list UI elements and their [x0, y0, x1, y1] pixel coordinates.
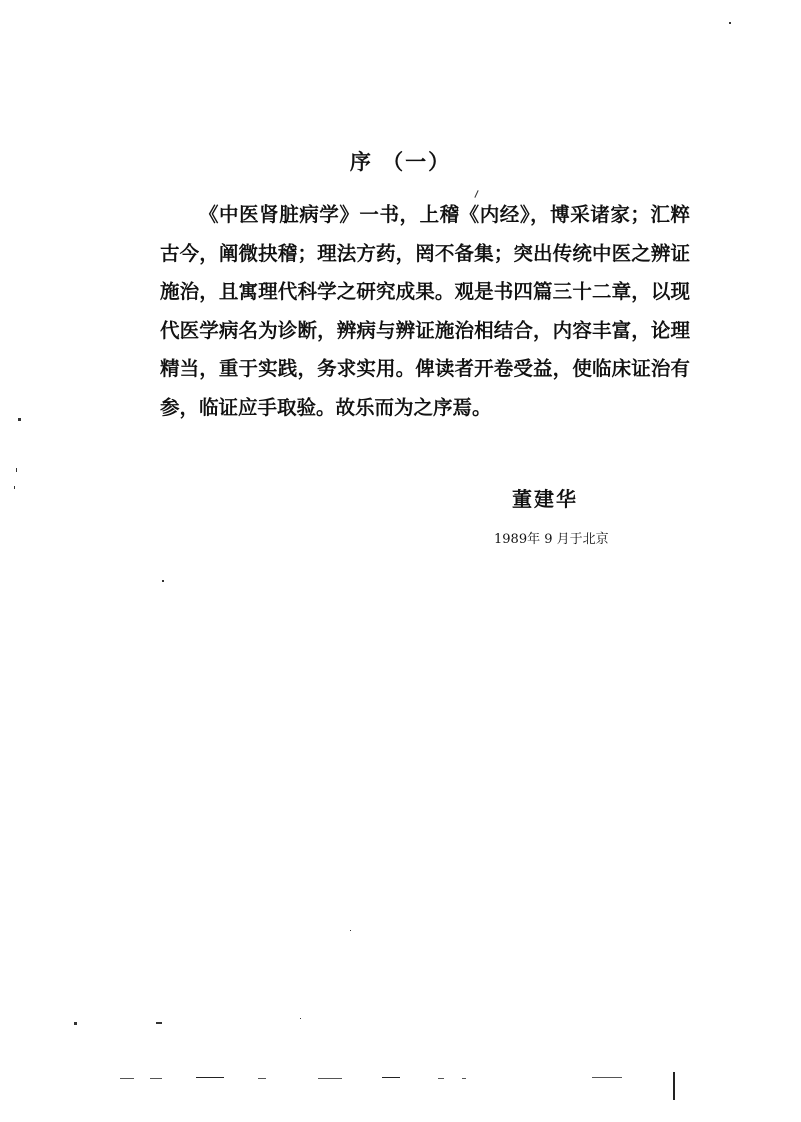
- page-title: 序 （一）: [349, 149, 452, 174]
- scan-speck: [74, 1022, 77, 1025]
- date-place: 1989年 9 月于北京: [494, 532, 609, 547]
- author-signature: 董建华: [512, 487, 578, 511]
- scan-line: [382, 1077, 400, 1078]
- scan-line: [462, 1078, 466, 1079]
- preface-body: 《中医肾脏病学》一书，上稽《内经》，博采诸家；汇粹古今，阐微抉稽；理法方药，罔不备集；突出传统中医之辨证施治，且寓理代科学之研究成果。观是书四篇三十二章，以现代医学病名为诊断，辨病与辨证施治相结合，内容丰富，论理精当，重于实践，务求实用。俾读者开卷受益，使临床证治有参，临证应手取验。故乐而为之序焉。: [160, 203, 690, 419]
- scan-line: [438, 1078, 444, 1079]
- scan-line: [150, 1078, 162, 1079]
- scan-margin-bar: [673, 1072, 675, 1100]
- scan-line: [196, 1077, 224, 1078]
- scan-speck: [16, 468, 17, 472]
- scan-speck: [729, 22, 731, 24]
- scan-speck: [300, 1018, 301, 1019]
- scan-line: [258, 1078, 266, 1079]
- scan-line: [120, 1078, 134, 1079]
- scan-speck: [18, 418, 21, 421]
- scan-line: [318, 1078, 342, 1079]
- scan-speck: [162, 580, 164, 582]
- scan-speck: [14, 486, 15, 489]
- scan-speck: [156, 1022, 162, 1024]
- scan-speck: [350, 930, 351, 931]
- scan-line: [592, 1077, 622, 1078]
